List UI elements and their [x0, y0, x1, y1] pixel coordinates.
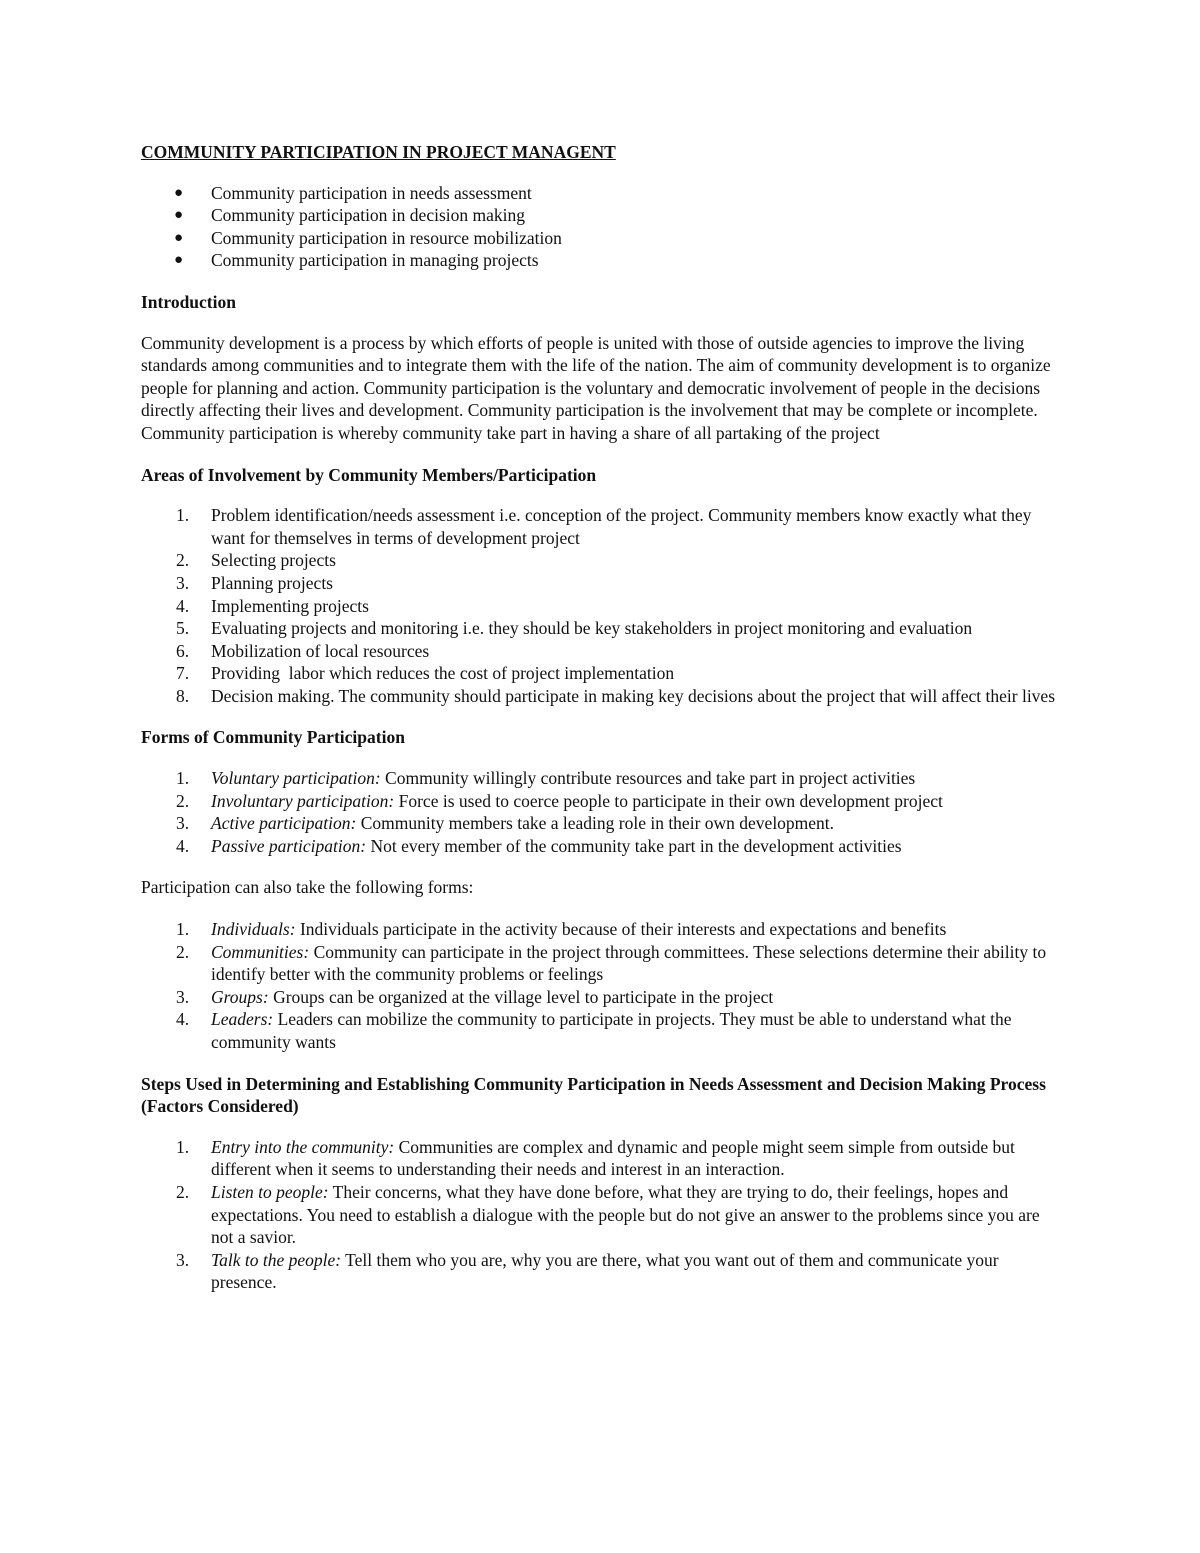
list-item — [141, 572, 1061, 595]
item-text: Decision making. The community should participate in making key decisions about the project that will affect their lives — [211, 685, 1056, 706]
forms-heading: Forms of Community Participation — [141, 727, 405, 748]
item-term: Passive participation: — [211, 835, 367, 856]
list-item — [141, 790, 1061, 813]
list-item — [141, 1181, 1061, 1249]
topics-list — [141, 182, 1061, 272]
item-text: Mobilization of local resources — [211, 640, 430, 661]
list-item — [141, 662, 1061, 685]
item-term: Communities: — [211, 941, 310, 962]
item-text: Evaluating projects and monitoring i.e. they should be key stakeholders in project monitoring and evaluation — [211, 618, 973, 639]
item-term: Groups: — [211, 986, 269, 1007]
item-text: Groups can be organized at the village level to participate in the project — [268, 986, 774, 1007]
item-text: Planning projects — [211, 572, 333, 593]
item-term: Active participation: — [211, 813, 357, 834]
item-text: Providing labor which reduces the cost of project implementation — [211, 663, 675, 684]
item-text: Their concerns, what they have done before, what they are trying to do, their feelings, hopes and expectations. You need to establish a dialogue with the people but do not give an answer to the problems since you are not a savior. — [211, 1181, 1040, 1248]
item-number: 4. — [176, 835, 190, 856]
document-title: COMMUNITY PARTICIPATION IN PROJECT MANAGENT — [141, 142, 616, 162]
item-number: 3. — [176, 1249, 190, 1270]
forms-list — [141, 767, 1061, 857]
list-item — [141, 918, 1061, 941]
item-text: Tell them who you are, why you are there, what you want out of them and communicate your presence. — [211, 1249, 999, 1293]
item-text: Communities are complex and dynamic and people might seem simple from outside but different when it seems to understanding their needs and interest in an interaction. — [211, 1136, 1015, 1180]
item-number: 5. — [176, 618, 190, 639]
bullet-icon: ● — [174, 207, 184, 224]
list-item — [141, 640, 1061, 663]
bullet-icon: ● — [174, 229, 184, 246]
item-term: Voluntary participation: — [211, 768, 381, 789]
item-term: Listen to people: — [211, 1181, 329, 1202]
item-text: Implementing projects — [211, 595, 369, 616]
item-text: Community willingly contribute resources and take part in project activities — [380, 768, 916, 789]
item-number: 2. — [176, 1181, 190, 1202]
bullet-icon: ● — [174, 184, 184, 201]
item-number: 1. — [176, 505, 190, 526]
list-item — [141, 941, 1061, 986]
item-number: 2. — [176, 941, 190, 962]
item-text: Leaders can mobilize the community to participate in projects. They must be able to understand what the community wants — [211, 1009, 1012, 1052]
list-item — [141, 685, 1061, 708]
item-text: Community can participate in the project through committees. These selections determine their ability to identify better with the community problems or feelings — [211, 941, 1047, 985]
item-number: 3. — [176, 813, 190, 834]
item-term: Leaders: — [211, 1009, 274, 1030]
item-number: 1. — [176, 1136, 190, 1157]
steps-heading: Steps Used in Determining and Establishing Community Participation in Needs Assessment and Decision Making Process (Factors Considered) — [141, 1073, 1046, 1117]
introduction-heading: Introduction — [141, 291, 236, 312]
item-number: 1. — [176, 919, 190, 940]
list-item — [141, 835, 1061, 858]
item-number: 4. — [176, 1009, 190, 1030]
item-number: 4. — [176, 595, 190, 616]
item-number: 2. — [176, 790, 190, 811]
item-number: 3. — [176, 986, 190, 1007]
list-item — [141, 1008, 1061, 1053]
other-forms-intro: Participation can also take the following forms: — [141, 877, 474, 898]
item-text: Not every member of the community take part in the development activities — [366, 835, 902, 856]
list-item — [141, 204, 1061, 227]
item-term: Individuals: — [211, 919, 296, 940]
list-item — [141, 986, 1061, 1009]
item-number: 6. — [176, 640, 190, 661]
item-term: Involuntary participation: — [211, 790, 395, 811]
item-text: Problem identification/needs assessment i.e. conception of the project. Community members know exactly what they want for themselves in terms of development project — [211, 505, 1032, 548]
list-item — [141, 227, 1061, 250]
areas-list — [141, 504, 1061, 707]
item-number: 2. — [176, 550, 190, 571]
list-item — [141, 595, 1061, 618]
steps-list — [141, 1136, 1061, 1294]
areas-heading: Areas of Involvement by Community Members/Participation — [141, 464, 597, 485]
item-text: Force is used to coerce people to participate in their own development project — [394, 790, 943, 811]
item-number: 7. — [176, 663, 190, 684]
item-text: Individuals participate in the activity because of their interests and expectations and benefits — [295, 919, 947, 940]
topic-text: Community participation in needs assessment — [211, 182, 532, 203]
list-item — [141, 1136, 1061, 1181]
topic-text: Community participation in managing projects — [211, 250, 539, 271]
topic-text: Community participation in resource mobilization — [211, 227, 562, 248]
item-term: Talk to the people: — [211, 1249, 342, 1270]
other-forms-list — [141, 918, 1061, 1054]
item-number: 8. — [176, 685, 190, 706]
list-item — [141, 1249, 1061, 1294]
introduction-paragraph: Community development is a process by which efforts of people is united with those of outside agencies to improve the living standards among communities and to integrate them with the life of the nation. The aim of community development is to organize people for planning and action. Community participation is the voluntary and democratic involvement of people in the decisions directly affecting their lives and development. Community participation is the involvement that may be complete or incomplete. Community participation is whereby community take part in having a share of all partaking of the project — [141, 332, 1051, 443]
item-term: Entry into the community: — [211, 1136, 395, 1157]
list-item — [141, 182, 1061, 205]
item-text: Selecting projects — [211, 550, 336, 571]
list-item — [141, 504, 1061, 549]
item-number: 1. — [176, 768, 190, 789]
bullet-icon: ● — [174, 252, 184, 269]
item-number: 3. — [176, 572, 190, 593]
topic-text: Community participation in decision making — [211, 205, 525, 226]
item-text: Community members take a leading role in their own development. — [356, 813, 835, 834]
list-item — [141, 812, 1061, 835]
document-page — [141, 141, 1061, 1313]
list-item — [141, 767, 1061, 790]
list-item — [141, 617, 1061, 640]
list-item — [141, 549, 1061, 572]
list-item — [141, 249, 1061, 272]
